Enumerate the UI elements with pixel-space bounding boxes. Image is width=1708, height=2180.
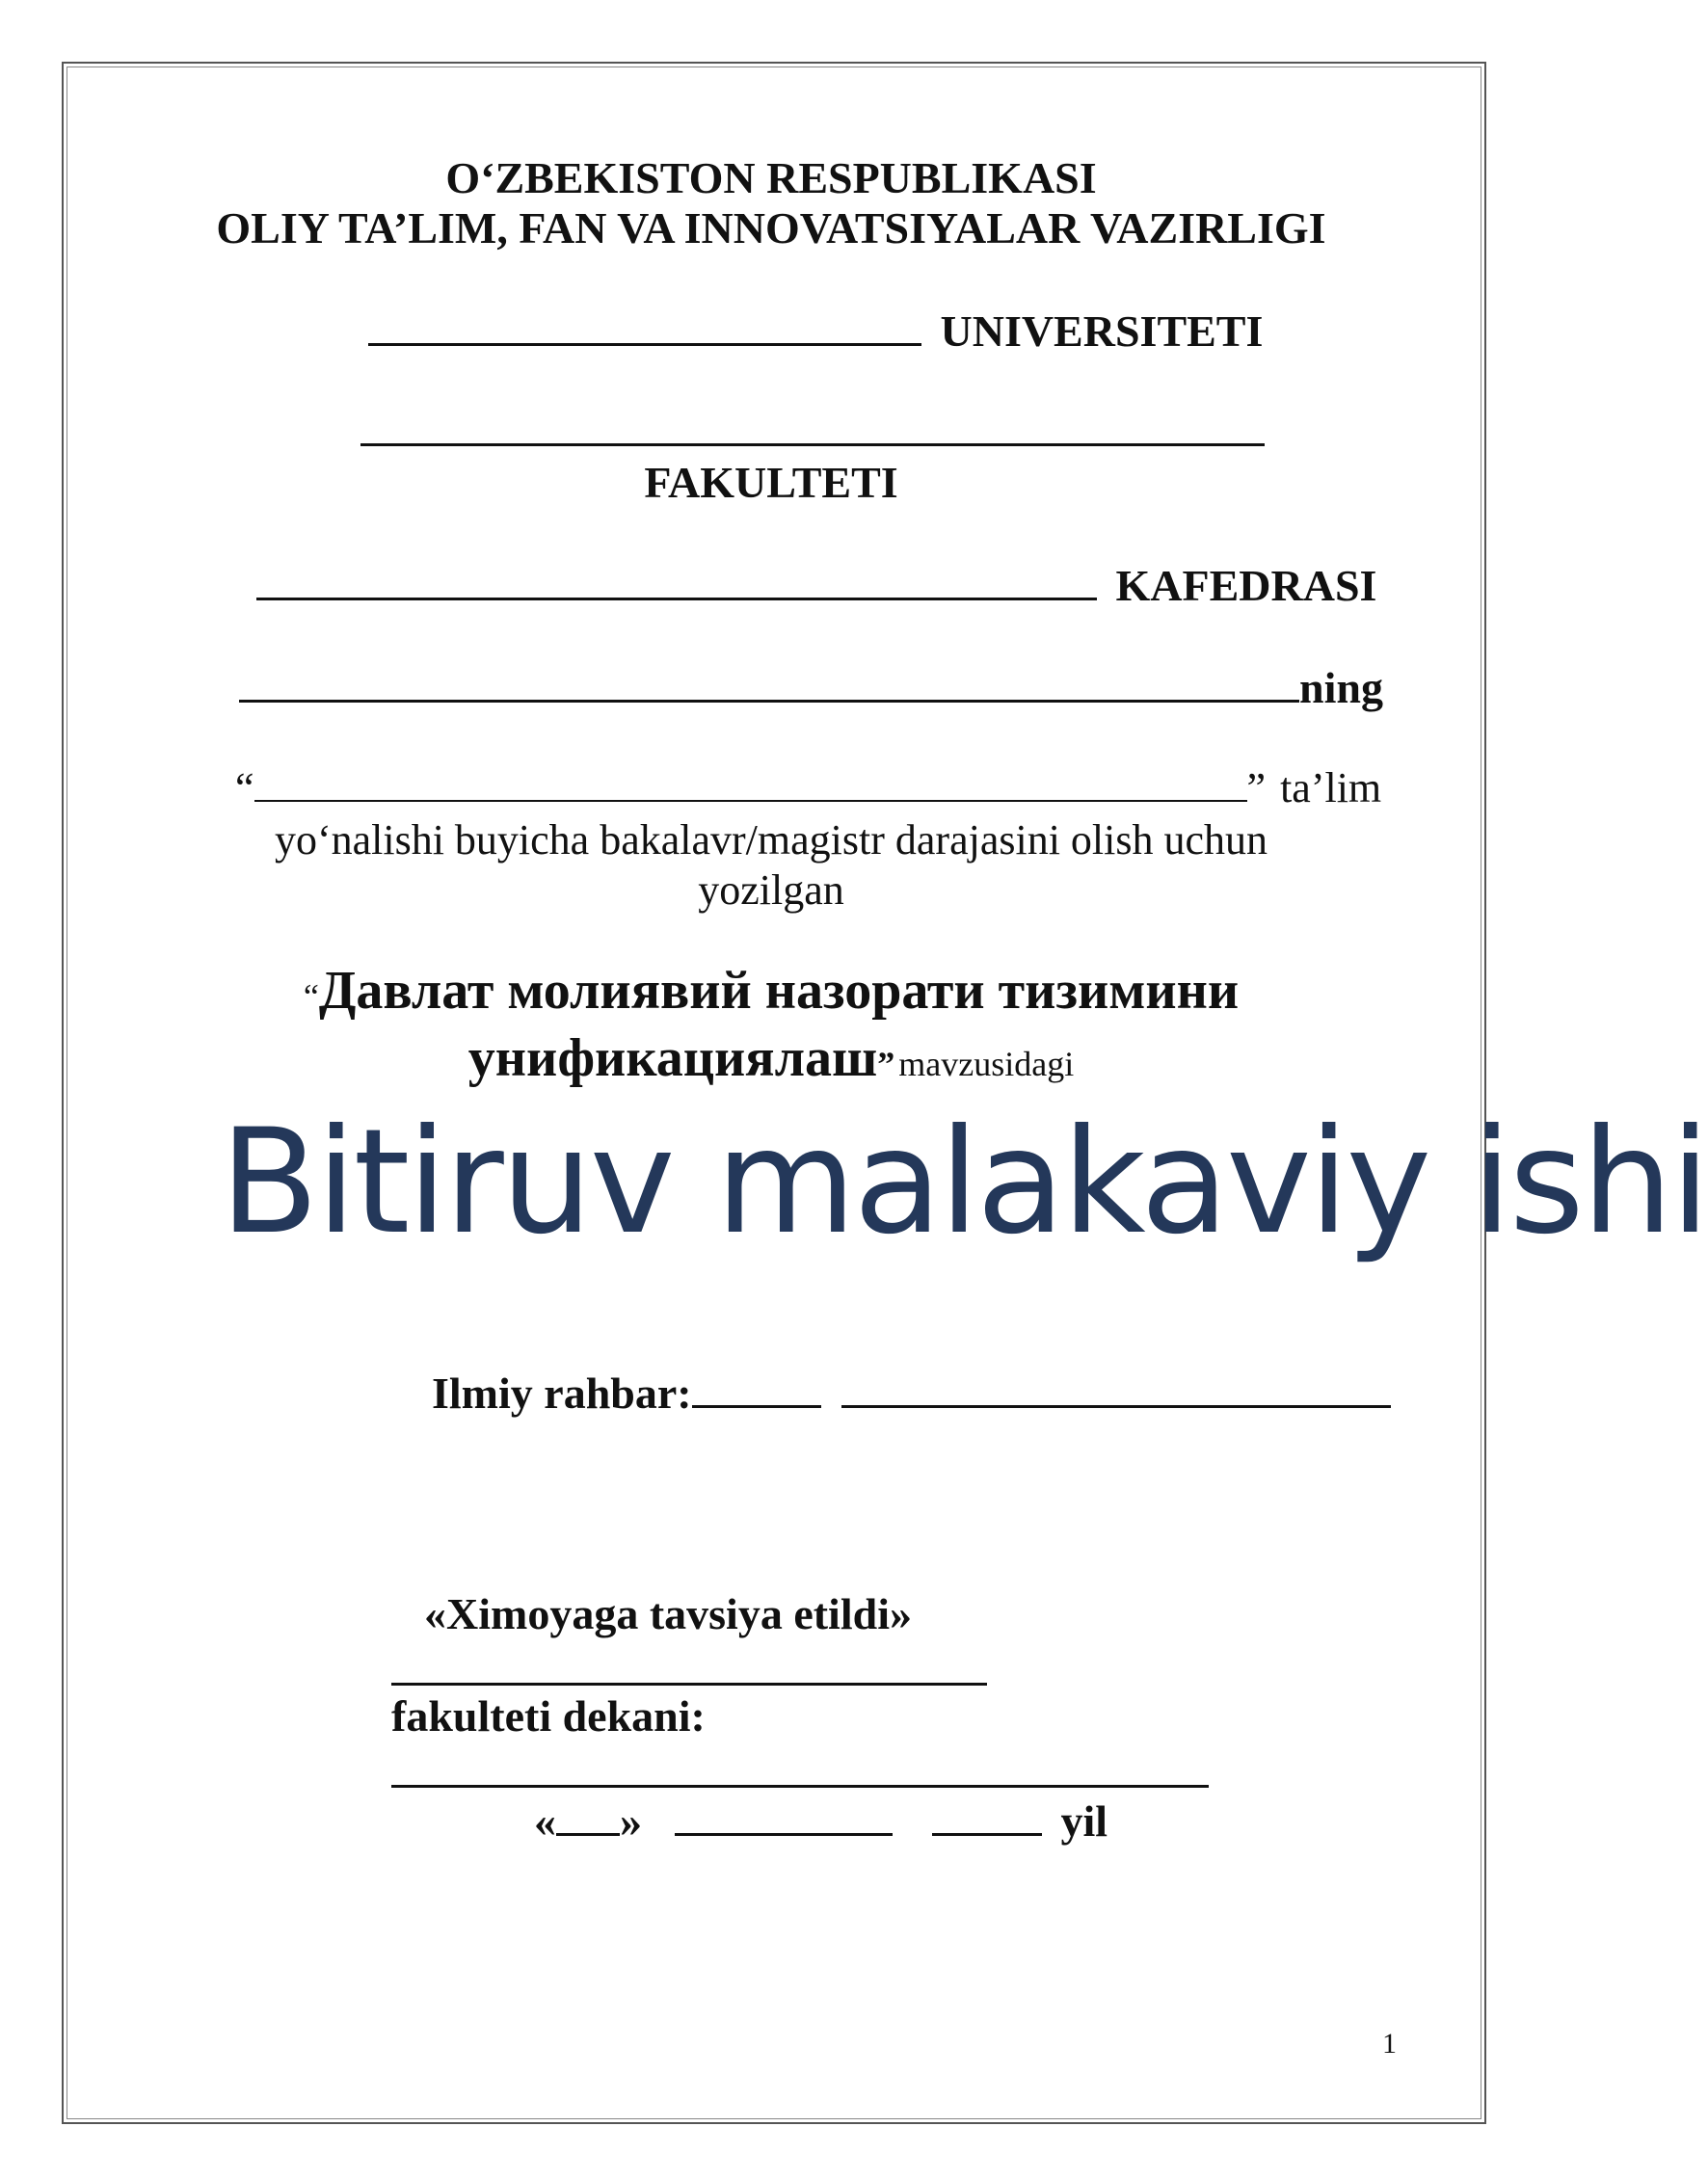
department-label: KAFEDRASI <box>1115 561 1377 610</box>
date-day-blank[interactable] <box>556 1795 620 1836</box>
supervisor-name-blank[interactable] <box>841 1367 1391 1408</box>
date-month-blank[interactable] <box>675 1795 893 1836</box>
direction-close-quote: ” <box>1246 764 1267 811</box>
date-line <box>534 1795 1108 1847</box>
date-close-quote: » <box>620 1796 642 1846</box>
topic-suffix: mavzusidagi <box>898 1045 1075 1083</box>
dean-faculty-line <box>391 1644 987 1690</box>
department-line <box>256 559 1376 611</box>
university-line <box>368 305 1263 357</box>
supervisor-title-blank[interactable] <box>692 1367 821 1408</box>
topic-line2 <box>0 1027 1542 1089</box>
faculty-blank[interactable] <box>360 405 1265 446</box>
date-open-quote: « <box>534 1796 556 1846</box>
faculty-label: FAKULTETI <box>644 458 898 507</box>
direction-line2: yo‘nalishi buyicha bakalavr/magistr darajasini olish uchun <box>274 816 1268 864</box>
department-blank[interactable] <box>256 559 1097 600</box>
direction-line1-tail: ta’lim <box>1280 764 1382 811</box>
topic-open-quote: “ <box>303 977 319 1016</box>
republic-heading: O‘ZBEKISTON RESPUBLIKASI <box>445 153 1097 202</box>
direction-line <box>235 763 1381 812</box>
student-suffix: ning <box>1299 663 1383 712</box>
student-line <box>239 661 1383 713</box>
topic-title-line1: Давлат молиявий назорати тизимини <box>318 961 1240 1021</box>
direction-open-quote: “ <box>235 764 254 811</box>
ministry-heading: OLIY TA’LIM, FAN VA INNOVATSIYALAR VAZIRLIGI <box>216 203 1326 253</box>
faculty-line <box>360 405 1265 451</box>
topic-title-line2: унификациялаш <box>467 1028 878 1088</box>
date-year-blank[interactable] <box>932 1795 1042 1836</box>
direction-line3: yozilgan <box>698 866 844 914</box>
dean-name-line <box>391 1746 1209 1793</box>
university-blank[interactable] <box>368 305 921 346</box>
year-label: yil <box>1060 1796 1108 1846</box>
dean-label: fakulteti dekani: <box>391 1691 706 1741</box>
direction-blank[interactable] <box>254 765 1247 802</box>
student-blank[interactable] <box>239 661 1299 703</box>
page-number: 1 <box>1382 2028 1397 2060</box>
supervisor-label: Ilmiy rahbar: <box>432 1369 692 1418</box>
dean-name-blank[interactable] <box>391 1746 1209 1788</box>
supervisor-line <box>432 1367 1391 1419</box>
university-label: UNIVERSITETI <box>940 306 1264 356</box>
defense-recommended: «Ximoyaga tavsiya etildi» <box>424 1589 912 1638</box>
work-type-title: Bitiruv malakaviy ishi <box>220 1099 1708 1266</box>
dean-faculty-blank[interactable] <box>391 1644 987 1686</box>
topic-close-quote: ” <box>877 1045 895 1083</box>
topic-line1 <box>0 960 1542 1022</box>
